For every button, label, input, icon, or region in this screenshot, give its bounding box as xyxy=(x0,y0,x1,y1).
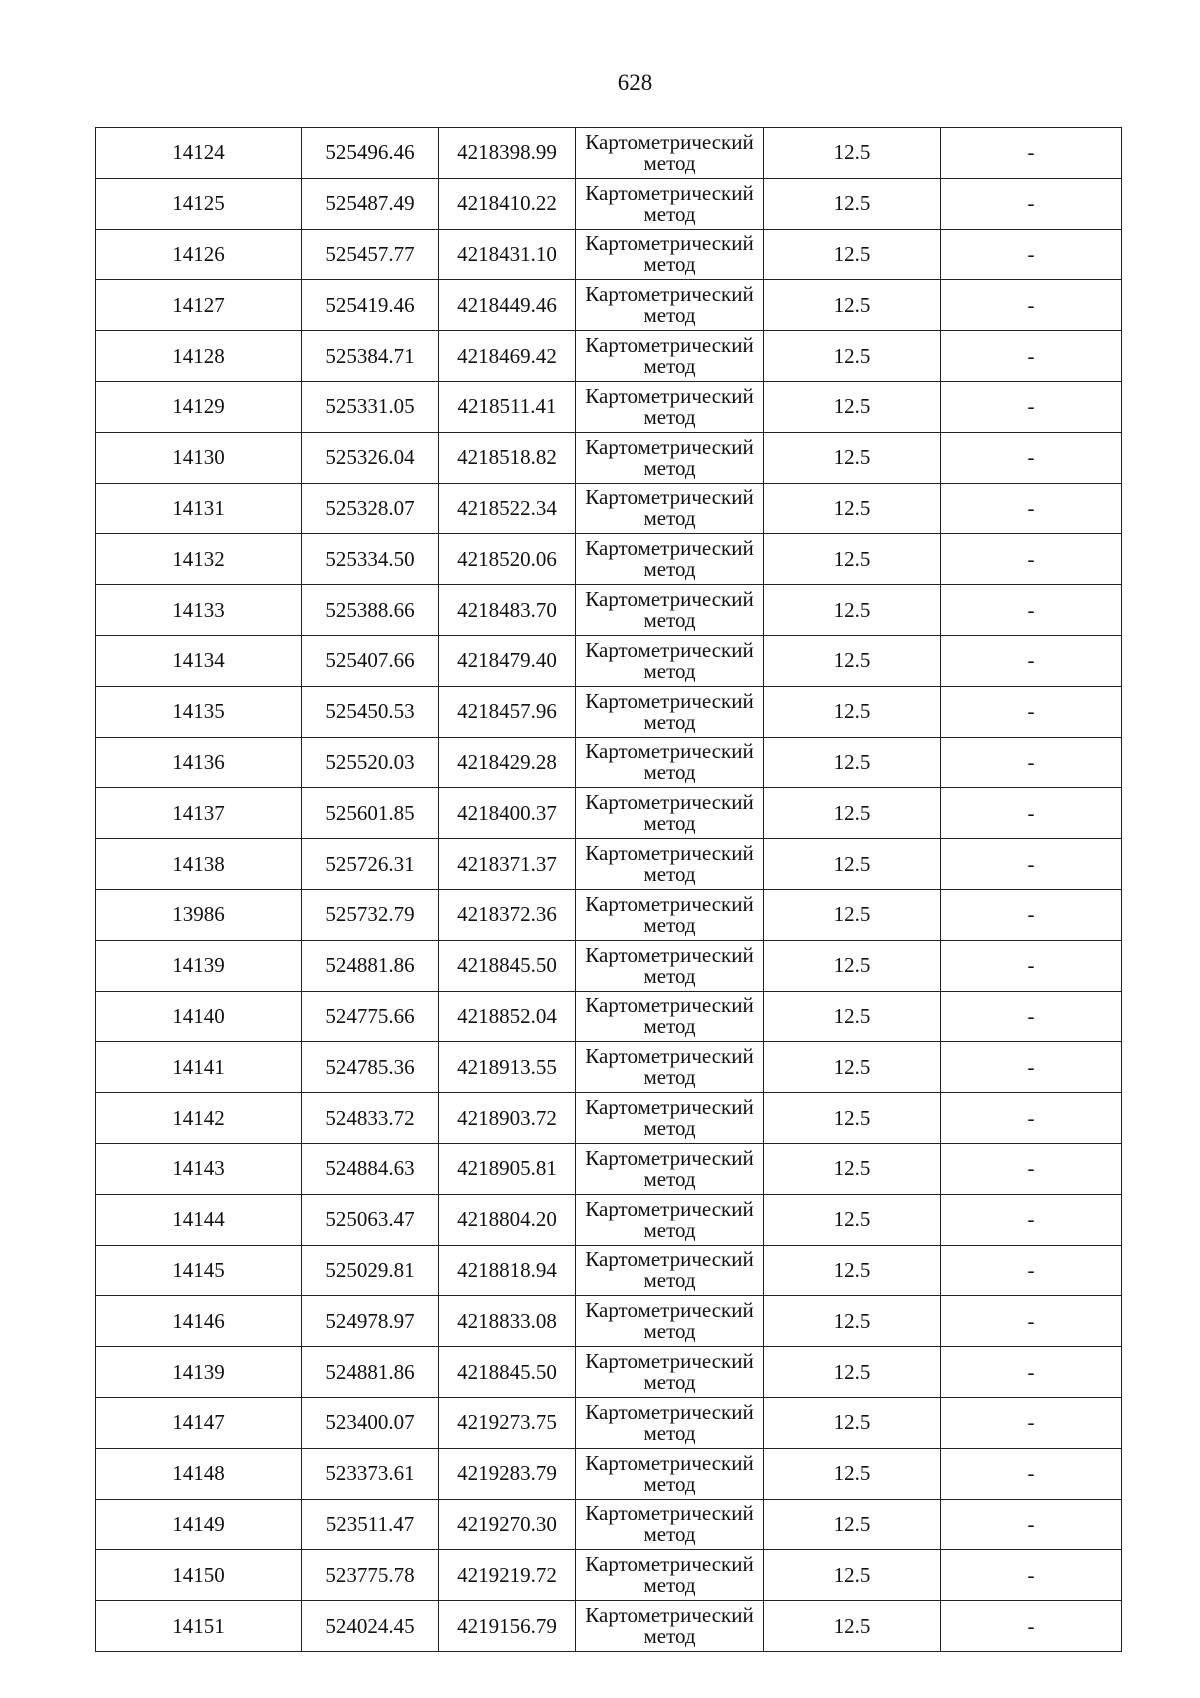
accuracy-cell: 12.5 xyxy=(764,839,941,890)
table-row xyxy=(96,889,1122,940)
method-cell xyxy=(576,1296,764,1347)
x-coordinate-cell: 523400.07 xyxy=(302,1397,439,1448)
method-text-line: Картометрический xyxy=(585,231,754,256)
method-text-line: Картометрический xyxy=(585,891,754,916)
method-cell xyxy=(576,737,764,788)
method-cell xyxy=(576,635,764,686)
accuracy-cell: 12.5 xyxy=(764,788,941,839)
accuracy-cell: 12.5 xyxy=(764,432,941,483)
table-row xyxy=(96,483,1122,534)
point-number-cell: 14133 xyxy=(96,585,302,636)
note-cell: - xyxy=(941,381,1122,432)
y-coordinate-cell: 4218457.96 xyxy=(439,686,576,737)
method-cell xyxy=(576,889,764,940)
note-cell: - xyxy=(941,229,1122,280)
table-row xyxy=(96,534,1122,585)
point-number-cell: 14134 xyxy=(96,635,302,686)
x-coordinate-cell: 525520.03 xyxy=(302,737,439,788)
point-number-cell: 14128 xyxy=(96,331,302,382)
table-row xyxy=(96,1093,1122,1144)
x-coordinate-cell: 523775.78 xyxy=(302,1550,439,1601)
coordinates-table xyxy=(95,127,1122,1652)
y-coordinate-cell: 4218518.82 xyxy=(439,432,576,483)
accuracy-cell: 12.5 xyxy=(764,1194,941,1245)
accuracy-cell: 12.5 xyxy=(764,534,941,585)
method-text-line: метод xyxy=(643,1370,696,1395)
y-coordinate-cell: 4218845.50 xyxy=(439,1347,576,1398)
note-cell: - xyxy=(941,1296,1122,1347)
table-row xyxy=(96,1296,1122,1347)
method-text-line: Картометрический xyxy=(585,1399,754,1424)
x-coordinate-cell: 525419.46 xyxy=(302,280,439,331)
note-cell: - xyxy=(941,1601,1122,1652)
point-number-cell: 14131 xyxy=(96,483,302,534)
point-number-cell: 14139 xyxy=(96,1347,302,1398)
point-number-cell: 14143 xyxy=(96,1143,302,1194)
point-number-cell: 14139 xyxy=(96,940,302,991)
method-text-line: Картометрический xyxy=(585,180,754,205)
y-coordinate-cell: 4219273.75 xyxy=(439,1397,576,1448)
note-cell: - xyxy=(941,128,1122,179)
x-coordinate-cell: 524785.36 xyxy=(302,1042,439,1093)
y-coordinate-cell: 4218479.40 xyxy=(439,635,576,686)
method-text-line: метод xyxy=(643,354,696,379)
x-coordinate-cell: 525457.77 xyxy=(302,229,439,280)
note-cell: - xyxy=(941,331,1122,382)
accuracy-cell: 12.5 xyxy=(764,1296,941,1347)
method-text-line: метод xyxy=(643,252,696,277)
x-coordinate-cell: 525450.53 xyxy=(302,686,439,737)
method-text-line: метод xyxy=(643,1268,696,1293)
point-number-cell: 14137 xyxy=(96,788,302,839)
note-cell: - xyxy=(941,839,1122,890)
accuracy-cell: 12.5 xyxy=(764,1550,941,1601)
note-cell: - xyxy=(941,940,1122,991)
y-coordinate-cell: 4219219.72 xyxy=(439,1550,576,1601)
method-text-line: Картометрический xyxy=(585,942,754,967)
point-number-cell: 14135 xyxy=(96,686,302,737)
point-number-cell: 14141 xyxy=(96,1042,302,1093)
method-text-line: Картометрический xyxy=(585,282,754,307)
y-coordinate-cell: 4219156.79 xyxy=(439,1601,576,1652)
method-text-line: метод xyxy=(643,811,696,836)
accuracy-cell: 12.5 xyxy=(764,1245,941,1296)
table-row xyxy=(96,1042,1122,1093)
x-coordinate-cell: 525326.04 xyxy=(302,432,439,483)
method-text-line: метод xyxy=(643,201,696,226)
point-number-cell: 14142 xyxy=(96,1093,302,1144)
method-cell xyxy=(576,483,764,534)
x-coordinate-cell: 524881.86 xyxy=(302,940,439,991)
y-coordinate-cell: 4218410.22 xyxy=(439,178,576,229)
method-cell xyxy=(576,534,764,585)
method-text-line: метод xyxy=(643,912,696,937)
method-text-line: метод xyxy=(643,506,696,531)
x-coordinate-cell: 525601.85 xyxy=(302,788,439,839)
y-coordinate-cell: 4218449.46 xyxy=(439,280,576,331)
note-cell: - xyxy=(941,585,1122,636)
method-cell xyxy=(576,1194,764,1245)
method-cell xyxy=(576,432,764,483)
point-number-cell: 14125 xyxy=(96,178,302,229)
method-cell xyxy=(576,331,764,382)
method-cell xyxy=(576,1347,764,1398)
method-cell xyxy=(576,1601,764,1652)
table-row xyxy=(96,331,1122,382)
y-coordinate-cell: 4218905.81 xyxy=(439,1143,576,1194)
note-cell: - xyxy=(941,1093,1122,1144)
point-number-cell: 14145 xyxy=(96,1245,302,1296)
y-coordinate-cell: 4218804.20 xyxy=(439,1194,576,1245)
point-number-cell: 14148 xyxy=(96,1448,302,1499)
note-cell: - xyxy=(941,483,1122,534)
x-coordinate-cell: 525487.49 xyxy=(302,178,439,229)
accuracy-cell: 12.5 xyxy=(764,1397,941,1448)
y-coordinate-cell: 4218372.36 xyxy=(439,889,576,940)
table-row xyxy=(96,991,1122,1042)
note-cell: - xyxy=(941,737,1122,788)
note-cell: - xyxy=(941,991,1122,1042)
note-cell: - xyxy=(941,1347,1122,1398)
method-cell xyxy=(576,839,764,890)
method-cell xyxy=(576,991,764,1042)
method-text-line: метод xyxy=(643,1319,696,1344)
x-coordinate-cell: 524775.66 xyxy=(302,991,439,1042)
table-row xyxy=(96,280,1122,331)
accuracy-cell: 12.5 xyxy=(764,1143,941,1194)
x-coordinate-cell: 525496.46 xyxy=(302,128,439,179)
method-text-line: Картометрический xyxy=(585,637,754,662)
x-coordinate-cell: 525732.79 xyxy=(302,889,439,940)
accuracy-cell: 12.5 xyxy=(764,178,941,229)
y-coordinate-cell: 4218400.37 xyxy=(439,788,576,839)
point-number-cell: 14146 xyxy=(96,1296,302,1347)
method-text-line: Картометрический xyxy=(585,1349,754,1374)
note-cell: - xyxy=(941,178,1122,229)
note-cell: - xyxy=(941,1397,1122,1448)
method-text-line: метод xyxy=(643,455,696,480)
table-row xyxy=(96,635,1122,686)
method-text-line: метод xyxy=(643,709,696,734)
x-coordinate-cell: 524024.45 xyxy=(302,1601,439,1652)
note-cell: - xyxy=(941,280,1122,331)
method-cell xyxy=(576,1448,764,1499)
method-cell xyxy=(576,940,764,991)
y-coordinate-cell: 4218431.10 xyxy=(439,229,576,280)
y-coordinate-cell: 4218522.34 xyxy=(439,483,576,534)
x-coordinate-cell: 525029.81 xyxy=(302,1245,439,1296)
y-coordinate-cell: 4218469.42 xyxy=(439,331,576,382)
y-coordinate-cell: 4218398.99 xyxy=(439,128,576,179)
method-text-line: метод xyxy=(643,1014,696,1039)
x-coordinate-cell: 525388.66 xyxy=(302,585,439,636)
point-number-cell: 14151 xyxy=(96,1601,302,1652)
method-text-line: Картометрический xyxy=(585,485,754,510)
method-text-line: метод xyxy=(643,608,696,633)
x-coordinate-cell: 525334.50 xyxy=(302,534,439,585)
method-text-line: Картометрический xyxy=(585,1044,754,1069)
method-text-line: Картометрический xyxy=(585,129,754,154)
accuracy-cell: 12.5 xyxy=(764,1499,941,1550)
method-text-line: метод xyxy=(643,963,696,988)
method-text-line: метод xyxy=(643,1116,696,1141)
table-body xyxy=(96,128,1122,1652)
method-text-line: метод xyxy=(643,1471,696,1496)
method-cell xyxy=(576,1499,764,1550)
point-number-cell: 14132 xyxy=(96,534,302,585)
method-cell xyxy=(576,1550,764,1601)
accuracy-cell: 12.5 xyxy=(764,1347,941,1398)
method-text-line: метод xyxy=(643,760,696,785)
method-text-line: метод xyxy=(643,862,696,887)
table-row xyxy=(96,1347,1122,1398)
method-cell xyxy=(576,686,764,737)
method-text-line: метод xyxy=(643,1166,696,1191)
table-row xyxy=(96,585,1122,636)
accuracy-cell: 12.5 xyxy=(764,686,941,737)
note-cell: - xyxy=(941,1550,1122,1601)
note-cell: - xyxy=(941,1245,1122,1296)
accuracy-cell: 12.5 xyxy=(764,940,941,991)
method-text-line: Картометрический xyxy=(585,790,754,815)
method-text-line: Картометрический xyxy=(585,1603,754,1627)
method-cell xyxy=(576,585,764,636)
point-number-cell: 14124 xyxy=(96,128,302,179)
y-coordinate-cell: 4218903.72 xyxy=(439,1093,576,1144)
x-coordinate-cell: 524881.86 xyxy=(302,1347,439,1398)
y-coordinate-cell: 4218833.08 xyxy=(439,1296,576,1347)
method-text-line: метод xyxy=(643,658,696,683)
table-row xyxy=(96,1550,1122,1601)
point-number-cell: 14129 xyxy=(96,381,302,432)
y-coordinate-cell: 4219283.79 xyxy=(439,1448,576,1499)
note-cell: - xyxy=(941,686,1122,737)
y-coordinate-cell: 4218511.41 xyxy=(439,381,576,432)
table-row xyxy=(96,686,1122,737)
table-row xyxy=(96,1601,1122,1652)
method-text-line: Картометрический xyxy=(585,993,754,1018)
method-text-line: метод xyxy=(643,1573,696,1598)
note-cell: - xyxy=(941,1448,1122,1499)
note-cell: - xyxy=(941,1499,1122,1550)
method-text-line: Картометрический xyxy=(585,688,754,713)
method-cell xyxy=(576,1093,764,1144)
method-cell xyxy=(576,229,764,280)
accuracy-cell: 12.5 xyxy=(764,991,941,1042)
method-text-line: Картометрический xyxy=(585,1095,754,1120)
x-coordinate-cell: 525063.47 xyxy=(302,1194,439,1245)
point-number-cell: 14127 xyxy=(96,280,302,331)
accuracy-cell: 12.5 xyxy=(764,229,941,280)
point-number-cell: 14140 xyxy=(96,991,302,1042)
method-text-line: Картометрический xyxy=(585,383,754,408)
x-coordinate-cell: 523373.61 xyxy=(302,1448,439,1499)
accuracy-cell: 12.5 xyxy=(764,381,941,432)
method-cell xyxy=(576,128,764,179)
method-cell xyxy=(576,381,764,432)
method-text-line: Картометрический xyxy=(585,1145,754,1170)
method-cell xyxy=(576,280,764,331)
method-text-line: метод xyxy=(643,1217,696,1242)
x-coordinate-cell: 525407.66 xyxy=(302,635,439,686)
point-number-cell: 14150 xyxy=(96,1550,302,1601)
table-row xyxy=(96,229,1122,280)
note-cell: - xyxy=(941,1194,1122,1245)
x-coordinate-cell: 524978.97 xyxy=(302,1296,439,1347)
method-text-line: Картометрический xyxy=(585,434,754,459)
method-cell xyxy=(576,788,764,839)
table-row xyxy=(96,788,1122,839)
method-text-line: Картометрический xyxy=(585,1247,754,1272)
point-number-cell: 14144 xyxy=(96,1194,302,1245)
note-cell: - xyxy=(941,534,1122,585)
method-cell xyxy=(576,1042,764,1093)
method-text-line: Картометрический xyxy=(585,841,754,866)
point-number-cell: 14149 xyxy=(96,1499,302,1550)
method-text-line: Картометрический xyxy=(585,739,754,764)
note-cell: - xyxy=(941,1042,1122,1093)
table-row xyxy=(96,839,1122,890)
accuracy-cell: 12.5 xyxy=(764,635,941,686)
y-coordinate-cell: 4218852.04 xyxy=(439,991,576,1042)
point-number-cell: 14130 xyxy=(96,432,302,483)
method-text-line: метод xyxy=(643,1522,696,1547)
method-text-line: метод xyxy=(643,557,696,582)
method-cell xyxy=(576,1143,764,1194)
x-coordinate-cell: 525328.07 xyxy=(302,483,439,534)
point-number-cell: 14126 xyxy=(96,229,302,280)
accuracy-cell: 12.5 xyxy=(764,1093,941,1144)
x-coordinate-cell: 524884.63 xyxy=(302,1143,439,1194)
method-text-line: метод xyxy=(643,404,696,429)
method-cell xyxy=(576,178,764,229)
table-row xyxy=(96,940,1122,991)
point-number-cell: 14138 xyxy=(96,839,302,890)
method-text-line: Картометрический xyxy=(585,1450,754,1475)
method-text-line: Картометрический xyxy=(585,1552,754,1577)
y-coordinate-cell: 4219270.30 xyxy=(439,1499,576,1550)
point-number-cell: 13986 xyxy=(96,889,302,940)
note-cell: - xyxy=(941,788,1122,839)
note-cell: - xyxy=(941,635,1122,686)
method-text-line: Картометрический xyxy=(585,1501,754,1526)
accuracy-cell: 12.5 xyxy=(764,737,941,788)
accuracy-cell: 12.5 xyxy=(764,1448,941,1499)
method-text-line: Картометрический xyxy=(585,536,754,561)
method-text-line: Картометрический xyxy=(585,1196,754,1221)
accuracy-cell: 12.5 xyxy=(764,280,941,331)
method-cell xyxy=(576,1245,764,1296)
table-row xyxy=(96,128,1122,179)
y-coordinate-cell: 4218483.70 xyxy=(439,585,576,636)
page-number: 628 xyxy=(617,70,653,95)
note-cell: - xyxy=(941,432,1122,483)
table-row xyxy=(96,1499,1122,1550)
method-text-line: Картометрический xyxy=(585,333,754,358)
accuracy-cell: 12.5 xyxy=(764,585,941,636)
table-row xyxy=(96,178,1122,229)
y-coordinate-cell: 4218818.94 xyxy=(439,1245,576,1296)
table-row xyxy=(96,737,1122,788)
accuracy-cell: 12.5 xyxy=(764,1042,941,1093)
x-coordinate-cell: 525384.71 xyxy=(302,331,439,382)
table-row xyxy=(96,1143,1122,1194)
table-row xyxy=(96,1194,1122,1245)
method-text-line: Картометрический xyxy=(585,587,754,612)
x-coordinate-cell: 525331.05 xyxy=(302,381,439,432)
y-coordinate-cell: 4218520.06 xyxy=(439,534,576,585)
accuracy-cell: 12.5 xyxy=(764,128,941,179)
method-text-line: метод xyxy=(643,1065,696,1090)
table-row xyxy=(96,432,1122,483)
accuracy-cell: 12.5 xyxy=(764,1601,941,1652)
point-number-cell: 14147 xyxy=(96,1397,302,1448)
accuracy-cell: 12.5 xyxy=(764,889,941,940)
x-coordinate-cell: 523511.47 xyxy=(302,1499,439,1550)
method-text-line: метод xyxy=(643,303,696,328)
accuracy-cell: 12.5 xyxy=(764,483,941,534)
y-coordinate-cell: 4218845.50 xyxy=(439,940,576,991)
method-text-line: метод xyxy=(643,1420,696,1445)
method-text-line: метод xyxy=(643,1624,696,1648)
x-coordinate-cell: 525726.31 xyxy=(302,839,439,890)
method-text-line: метод xyxy=(643,150,696,175)
table-row xyxy=(96,1245,1122,1296)
method-cell xyxy=(576,1397,764,1448)
y-coordinate-cell: 4218913.55 xyxy=(439,1042,576,1093)
note-cell: - xyxy=(941,1143,1122,1194)
table-row xyxy=(96,1397,1122,1448)
point-number-cell: 14136 xyxy=(96,737,302,788)
method-text-line: Картометрический xyxy=(585,1298,754,1323)
y-coordinate-cell: 4218429.28 xyxy=(439,737,576,788)
y-coordinate-cell: 4218371.37 xyxy=(439,839,576,890)
table-row xyxy=(96,381,1122,432)
note-cell: - xyxy=(941,889,1122,940)
accuracy-cell: 12.5 xyxy=(764,331,941,382)
table-row xyxy=(96,1448,1122,1499)
x-coordinate-cell: 524833.72 xyxy=(302,1093,439,1144)
